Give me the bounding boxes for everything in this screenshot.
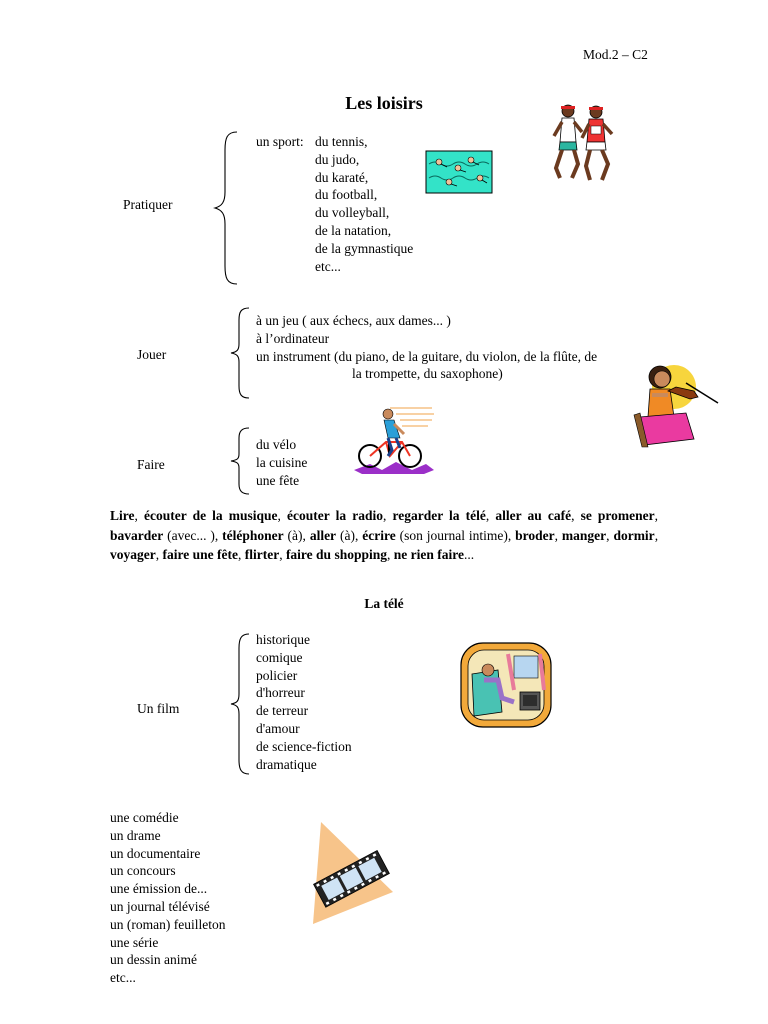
list-item: la cuisine [256, 454, 308, 470]
list-item: policier [256, 667, 298, 683]
jouer-list [256, 312, 597, 383]
film-types-list [256, 631, 352, 773]
list-item: de la natation, [315, 222, 392, 238]
list-item: de science-fiction [256, 738, 352, 754]
activities-paragraph: Lire, écouter de la musique, écouter la radio, regarder la télé, aller au café, se promener, bavarder (avec... ), téléphoner (à), aller (à), écrire (son journal intime), broder, manger, dormir, voyager, faire une fête, flirter, faire du shopping, ne rien faire... [110, 508, 659, 562]
list-item: un (roman) feuilleton [110, 916, 226, 932]
list-item: du karaté, [315, 169, 369, 185]
film-reel-clipart [305, 820, 397, 926]
jouer-label: Jouer [137, 347, 167, 362]
list-item: du judo, [315, 151, 360, 167]
list-item: de la gymnastique [315, 240, 414, 256]
faire-list [256, 436, 307, 489]
document-reference: Mod.2 – C2 [583, 47, 648, 62]
list-item: historique [256, 632, 310, 647]
list-item: une émission de... [110, 881, 208, 897]
pratiquer-label: Pratiquer [123, 197, 173, 212]
pratiquer-brace [213, 130, 239, 286]
tv-watcher-clipart [458, 640, 554, 730]
list-item: un journal télévisé [110, 898, 210, 914]
list-item: du tennis, [315, 134, 368, 149]
sport-list [315, 133, 413, 275]
runners-clipart [550, 102, 616, 186]
page-title: Les loisirs [345, 93, 423, 113]
list-item: du football, [315, 187, 378, 203]
list-item: un documentaire [110, 845, 201, 861]
faire-brace [229, 426, 251, 496]
tv-shows-list [110, 809, 225, 987]
cyclist-clipart [352, 404, 436, 476]
film-label: Un film [137, 701, 180, 716]
list-item: du volleyball, [315, 205, 390, 221]
list-item: à l’ordinateur [256, 330, 330, 346]
list-item: etc... [110, 970, 136, 986]
list-item: à un jeu ( aux échecs, aux dames... ) [256, 313, 451, 328]
tele-subtitle: La télé [364, 596, 404, 611]
violinist-clipart [628, 355, 720, 449]
list-item: une série [110, 934, 159, 950]
list-item: un drame [110, 827, 161, 843]
list-item: une fête [256, 472, 300, 488]
list-item: du vélo [256, 437, 297, 452]
list-item: etc... [315, 258, 341, 274]
list-item: un concours [110, 863, 176, 879]
list-item: comique [256, 649, 303, 665]
list-item: une comédie [110, 810, 179, 825]
list-item: un dessin animé [110, 952, 197, 968]
list-item: de terreur [256, 703, 309, 719]
list-item: un instrument (du piano, de la guitare, du violon, de la flûte, de [256, 348, 598, 364]
list-item: d'horreur [256, 685, 305, 701]
list-item: la trompette, du saxophone) [352, 366, 503, 382]
faire-label: Faire [137, 457, 165, 472]
sport-prefix: un sport: [256, 134, 304, 149]
list-item: dramatique [256, 756, 317, 772]
swimming-pool-clipart [425, 150, 493, 194]
film-brace [229, 632, 251, 776]
jouer-brace [229, 306, 251, 400]
list-item: d'amour [256, 720, 300, 736]
